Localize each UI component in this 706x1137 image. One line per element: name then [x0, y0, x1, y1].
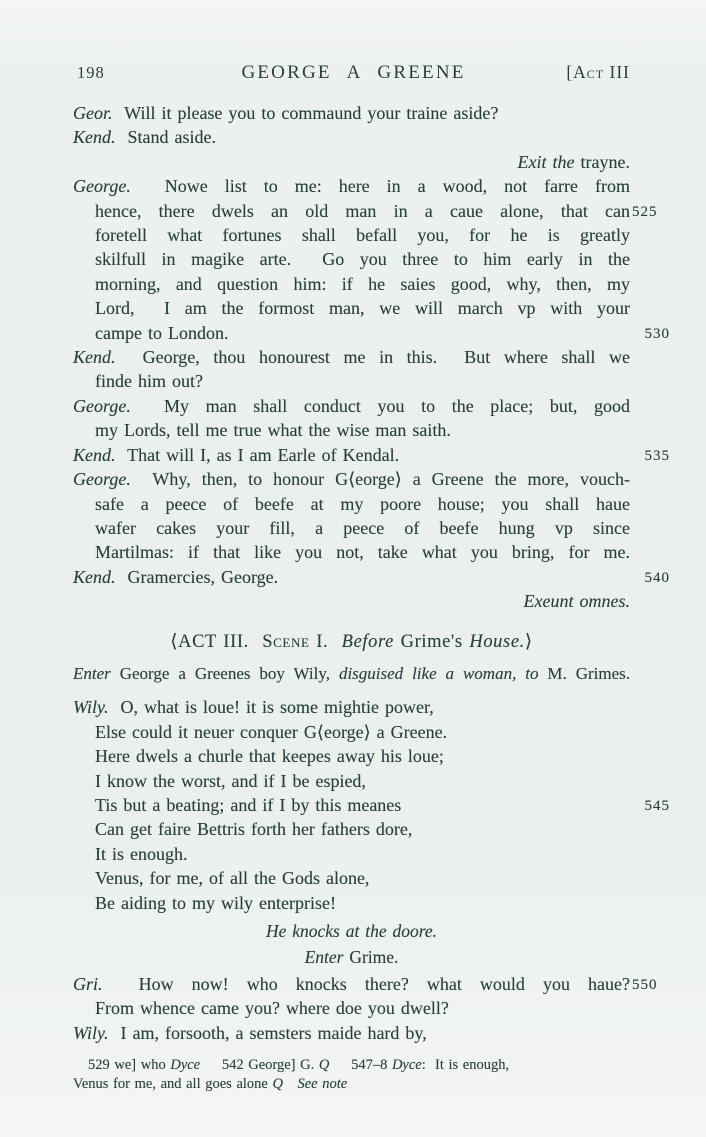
text-run: I.	[309, 631, 342, 652]
text-line	[73, 891, 630, 915]
text-run: ⟨ACT III.	[170, 631, 263, 652]
footnotes-block	[73, 1056, 630, 1094]
text-run: Grime.	[343, 947, 399, 968]
text-run: It is enough.	[95, 843, 188, 864]
text-line	[73, 662, 630, 686]
text-run: Else could it neuer conquer G⟨eorge⟩ a Greene.	[95, 721, 448, 742]
text-line	[73, 272, 630, 296]
text-line	[73, 394, 630, 418]
text-run: George, thou honourest me in this. But where shall we	[115, 347, 630, 368]
text-run: How now! who knocks there? what would you haue?	[102, 973, 630, 994]
text-run: Here dwels a churle that keepes away his loue;	[95, 746, 444, 767]
text-line	[73, 919, 630, 943]
text-run: 547–8	[329, 1057, 392, 1073]
line-number: 535	[644, 447, 670, 464]
text-run-italic: Enter	[304, 947, 344, 968]
text-run-italic: George.	[73, 395, 131, 416]
text-run-italic: Q	[272, 1076, 283, 1092]
text-run: Can get faire Bettris forth her fathers dore,	[95, 819, 413, 840]
text-run	[283, 1076, 298, 1092]
text-line	[73, 516, 630, 540]
text-line	[73, 1021, 630, 1045]
text-run: hence, there dwels an old man in a caue alone, that can	[95, 200, 630, 221]
text-run: skilfull in magike arte. Go you three to him early in the	[95, 249, 630, 270]
line-number: 540	[644, 569, 670, 586]
text-run: wafer cakes your fill, a peece of beefe hung vp since	[95, 517, 630, 538]
text-run: Venus, for me, of all the Gods alone,	[95, 868, 370, 889]
text-run-italic: House.	[469, 631, 525, 652]
text-line	[73, 223, 630, 247]
text-line	[73, 443, 670, 467]
text-run-italic: Kend.	[73, 347, 116, 368]
text-run-italic: disguised like a woman, to	[338, 663, 539, 683]
text-run: 542 George] G.	[200, 1057, 319, 1073]
line-number: 545	[644, 797, 670, 814]
line-number: 550	[632, 976, 658, 993]
text-run: M. Grimes.	[538, 663, 630, 683]
text-line	[73, 150, 630, 174]
text-run-italic: See note	[297, 1076, 348, 1092]
text-run-italic: Kend.	[73, 444, 116, 465]
text-line	[73, 996, 630, 1020]
text-line	[73, 720, 630, 744]
text-run: safe a peece of beefe at my poore house; you shall haue	[95, 493, 630, 514]
text-run-italic: Dyce	[391, 1057, 422, 1073]
text-run-italic: George.	[73, 469, 131, 490]
line-number: 530	[644, 325, 670, 342]
text-run: Tis but a beating; and if I by this meanes	[95, 794, 402, 815]
text-run: Gramercies, George.	[115, 566, 279, 587]
text-line	[73, 565, 670, 589]
text-line	[73, 769, 630, 793]
text-run: Be aiding to my wily enterprise!	[95, 892, 336, 913]
text-run-italic: Q	[318, 1057, 330, 1073]
text-line	[73, 125, 630, 149]
text-line	[73, 817, 630, 841]
text-line	[73, 101, 630, 125]
text-line	[73, 695, 630, 719]
text-line	[73, 321, 670, 345]
text-line	[73, 174, 630, 198]
text-line	[73, 540, 630, 564]
running-header	[73, 62, 630, 88]
text-line	[73, 630, 630, 654]
text-run: Scene	[262, 631, 310, 652]
running-title: GEORGE A GREENE	[241, 62, 466, 83]
text-run: My man shall conduct you to the place; but, good	[130, 395, 630, 416]
text-line	[73, 296, 630, 320]
text-run-italic: Kend.	[73, 127, 116, 148]
text-line	[73, 492, 630, 516]
text-run: Nowe list to me: here in a wood, not farre from	[130, 176, 630, 197]
text-line	[73, 199, 658, 223]
text-run-italic: Wily.	[73, 697, 109, 718]
text-run: ⟩	[524, 631, 533, 652]
text-run-italic: He knocks at the doore.	[265, 921, 438, 941]
text-line	[73, 972, 658, 996]
text-run-italic: Kend.	[73, 566, 116, 587]
text-run: my Lords, tell me true what the wise man saith.	[95, 420, 451, 441]
text-run: Venus for me, and all goes alone	[73, 1076, 273, 1092]
text-run: trayne.	[574, 151, 630, 172]
text-line	[73, 467, 630, 491]
text-run: Will it please you to commaund your traine aside?	[112, 103, 499, 123]
text-run: George a Greenes boy Wily,	[110, 663, 339, 683]
text-run: morning, and question him: if he saies good, why, then, my	[95, 273, 630, 294]
text-run: I know the worst, and if I be espied,	[95, 770, 366, 791]
text-line	[73, 793, 670, 817]
text-line	[73, 369, 630, 393]
text-run: O, what is loue! it is some mightie power,	[108, 697, 434, 718]
text-run-italic: Gri.	[73, 973, 103, 994]
text-run: That will I, as I am Earle of Kendal.	[115, 444, 400, 465]
text-run-italic: George.	[73, 176, 131, 197]
text-line	[73, 945, 630, 969]
text-run: Why, then, to honour G⟨eorge⟩ a Greene the more, vouch-	[130, 469, 630, 490]
text-run: campe to London.	[95, 322, 229, 343]
play-text-block	[73, 101, 670, 1045]
text-run: 529 we] who	[88, 1057, 171, 1073]
text-run-italic: Geor.	[73, 103, 113, 123]
text-run-italic: Wily.	[73, 1022, 109, 1043]
text-line	[73, 842, 630, 866]
text-run: Lord, I am the formost man, we will march vp with your	[95, 298, 630, 319]
text-run: foretell what fortunes shall befall you, for he is greatly	[95, 225, 630, 246]
text-line	[73, 866, 630, 890]
text-run-italic: Exeunt omnes.	[523, 591, 630, 612]
footnote-line	[73, 1075, 630, 1094]
text-run-italic: Exit the	[517, 151, 575, 172]
text-run-italic: Before	[341, 631, 394, 652]
text-run: Martilmas: if that like you not, take what you bring, for me.	[95, 542, 630, 563]
text-run: I am, forsooth, a semsters maide hard by,	[108, 1022, 427, 1043]
footnote-line	[73, 1056, 630, 1075]
text-run: Stand aside.	[115, 127, 216, 148]
text-run-italic: Enter	[73, 663, 111, 683]
text-run: From whence came you? where doe you dwell?	[95, 998, 449, 1019]
text-line	[73, 247, 630, 271]
text-run-italic: Dyce	[170, 1057, 201, 1073]
text-run: : It is enough,	[421, 1057, 510, 1073]
text-line	[73, 345, 630, 369]
text-line	[73, 418, 630, 442]
text-run: finde him out?	[95, 371, 203, 392]
act-label: [Act III	[566, 62, 630, 82]
line-number: 525	[632, 203, 658, 220]
text-run: Grime's	[393, 631, 470, 652]
text-line	[73, 589, 630, 613]
text-line	[73, 744, 630, 768]
page-number: 198	[77, 63, 105, 82]
